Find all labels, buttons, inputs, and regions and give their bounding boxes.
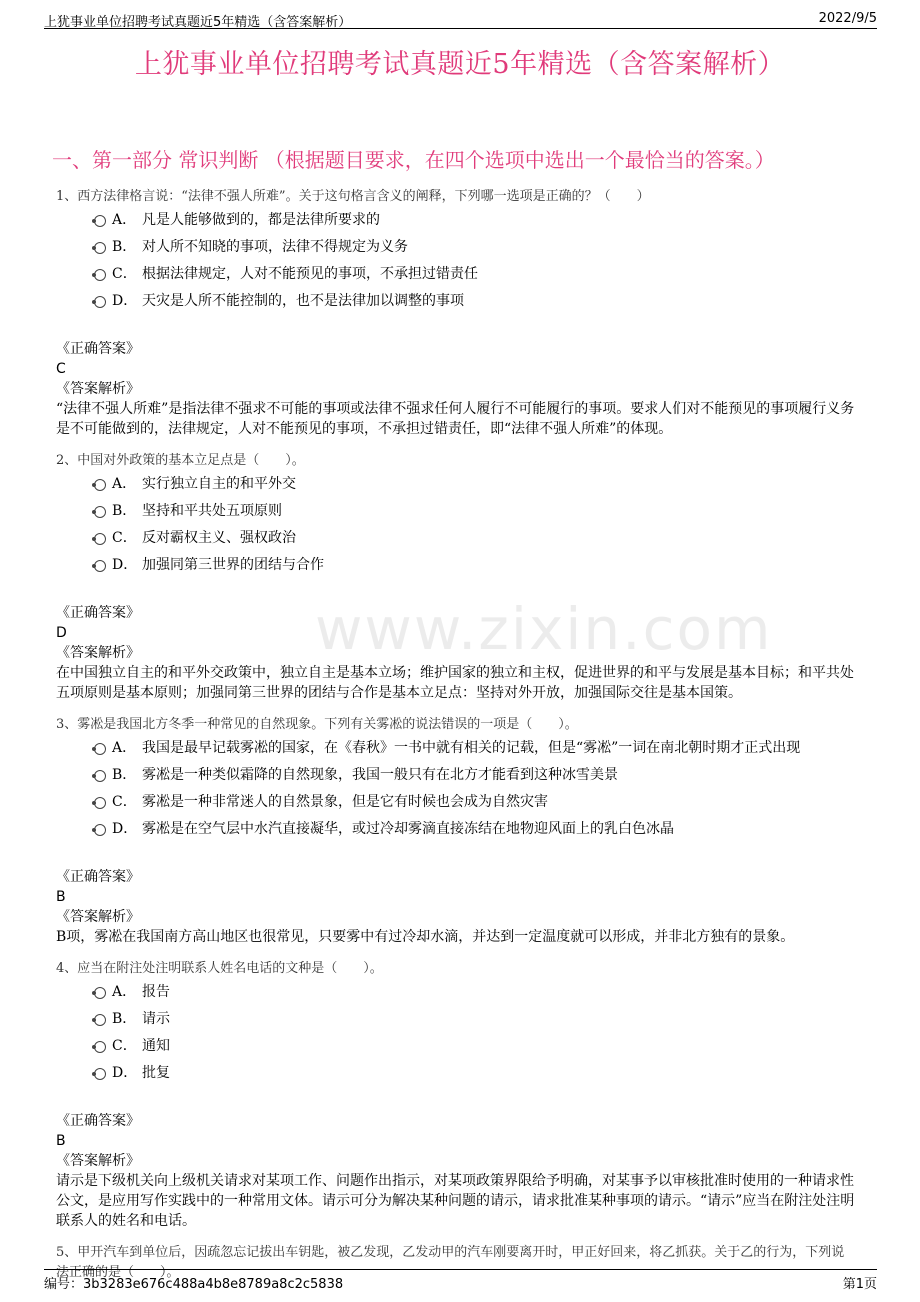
option-letter: D．	[112, 1065, 138, 1081]
radio-icon[interactable]	[94, 560, 106, 572]
answer-block	[56, 603, 856, 703]
option-text: 加强同第三世界的团结与合作	[142, 557, 324, 573]
answer-option[interactable]	[56, 207, 856, 234]
header-date: 2022/9/5	[818, 11, 877, 26]
option-letter: C．	[112, 1038, 137, 1054]
radio-icon[interactable]	[94, 824, 106, 836]
answer-option[interactable]	[56, 1006, 856, 1033]
radio-icon[interactable]	[94, 269, 106, 281]
question-item	[56, 451, 856, 703]
explanation-text: 请示是下级机关向上级机关请求对某项工作、问题作出指示，对某项政策界限给予明确，对某事予以审核批准时使用的一种请求性公文，是应用写作实践中的一种常用文体。请示可分为解决某种问题的请示，请求批准某种事项的请示。“请示”应当在附注处注明联系人的姓名和电话。	[56, 1173, 855, 1229]
answer-option[interactable]	[56, 735, 856, 762]
option-text: 雾凇是在空气层中水汽直接凝华，或过冷却雾滴直接冻结在地物迎风面上的乳白色冰晶	[142, 821, 674, 837]
answer-value: B	[56, 1133, 66, 1149]
question-text: 3、雾凇是我国北方冬季一种常见的自然现象。下列有关雾凇的说法错误的一项是（ ）。	[56, 717, 578, 732]
explanation-label: 《答案解析》	[56, 909, 140, 925]
answer-label: 《正确答案》	[56, 1113, 140, 1129]
option-text: 批复	[142, 1065, 170, 1081]
explanation-text: B项，雾凇在我国南方高山地区也很常见，只要雾中有过冷却水滴，并达到一定温度就可以形成，并非北方独有的景象。	[56, 929, 795, 945]
option-text: 凡是人能够做到的，都是法律所要求的	[142, 212, 380, 228]
radio-icon[interactable]	[94, 215, 106, 227]
question-text: 1、西方法律格言说：“法律不强人所难”。关于这句格言含义的阐释，下列哪一选项是正确的？（ ）	[56, 189, 650, 204]
option-text: 通知	[142, 1038, 170, 1054]
answer-label: 《正确答案》	[56, 341, 140, 357]
answer-option[interactable]	[56, 789, 856, 816]
answer-label: 《正确答案》	[56, 605, 140, 621]
option-letter: B．	[112, 503, 137, 519]
radio-icon[interactable]	[94, 797, 106, 809]
option-text: 实行独立自主的和平外交	[142, 476, 296, 492]
answer-value: B	[56, 889, 66, 905]
answer-value: D	[56, 625, 67, 641]
option-letter: D．	[112, 293, 138, 309]
radio-icon[interactable]	[94, 479, 106, 491]
question-item	[56, 715, 856, 947]
option-text: 我国是最早记载雾凇的国家，在《春秋》一书中就有相关的记载，但是“雾凇”一词在南北朝时期才正式出现	[142, 740, 801, 756]
radio-icon[interactable]	[94, 1068, 106, 1080]
option-letter: D．	[112, 821, 138, 837]
answer-option[interactable]	[56, 1060, 856, 1087]
answer-option[interactable]	[56, 234, 856, 261]
explanation-text: 在中国独立自主的和平外交政策中，独立自主是基本立场；维护国家的独立和主权，促进世界的和平与发展是基本目标；和平共处五项原则是基本原则；加强同第三世界的团结与合作是基本立足点：坚持对外开放，加强国际交往是基本国策。	[56, 665, 854, 701]
question-list	[56, 187, 856, 1283]
radio-icon[interactable]	[94, 242, 106, 254]
answer-option[interactable]	[56, 552, 856, 579]
document-id: 编号：3b3283e676c488a4b8e8789a8c2c5838	[44, 1277, 344, 1292]
explanation-label: 《答案解析》	[56, 645, 140, 661]
document-title: 上犹事业单位招聘考试真题近5年精选（含答案解析）	[134, 49, 786, 80]
radio-icon[interactable]	[94, 1014, 106, 1026]
option-letter: A．	[112, 984, 137, 1000]
question-item	[56, 959, 856, 1231]
answer-label: 《正确答案》	[56, 869, 140, 885]
explanation-label: 《答案解析》	[56, 381, 140, 397]
option-text: 报告	[142, 984, 170, 1000]
question-text: 5、甲开汽车到单位后，因疏忽忘记拔出车钥匙，被乙发现，乙发动甲的汽车刚要离开时，甲正好回来，将乙抓获。关于乙的行为，下列说法正确的是（ ）。	[56, 1245, 845, 1280]
radio-icon[interactable]	[94, 743, 106, 755]
option-letter: C．	[112, 530, 137, 546]
option-text: 雾凇是一种非常迷人的自然景象，但是它有时候也会成为自然灾害	[142, 794, 548, 810]
option-text: 对人所不知晓的事项，法律不得规定为义务	[142, 239, 408, 255]
answer-option[interactable]	[56, 1033, 856, 1060]
option-letter: C．	[112, 794, 137, 810]
radio-icon[interactable]	[94, 533, 106, 545]
explanation-text: “法律不强人所难”是指法律不强求不可能的事项或法律不强求任何人履行不可能履行的事项。要求人们对不能预见的事项履行义务是不可能做到的，法律规定，人对不能预见的事项，不承担过错责任，即“法律不强人所难”的体现。	[56, 401, 855, 437]
question-item	[56, 187, 856, 439]
watermark: www.zixin.com	[315, 595, 773, 663]
option-text: 雾凇是一种类似霜降的自然现象，我国一般只有在北方才能看到这种冰雪美景	[142, 767, 618, 783]
question-text: 4、应当在附注处注明联系人姓名电话的文种是（ ）。	[56, 961, 383, 976]
option-letter: B．	[112, 767, 137, 783]
radio-icon[interactable]	[94, 770, 106, 782]
answer-option[interactable]	[56, 498, 856, 525]
header-doc-title: 上犹事业单位招聘考试真题近5年精选（含答案解析）	[44, 15, 352, 30]
answer-option[interactable]	[56, 762, 856, 789]
section-heading: 一、第一部分 常识判断 （根据题目要求，在四个选项中选出一个最恰当的答案。）	[52, 148, 775, 172]
option-text: 请示	[142, 1011, 170, 1027]
radio-icon[interactable]	[94, 296, 106, 308]
answer-option[interactable]	[56, 816, 856, 843]
answer-block	[56, 867, 856, 947]
question-text: 2、中国对外政策的基本立足点是（ ）。	[56, 453, 305, 468]
option-text: 反对霸权主义、强权政治	[142, 530, 296, 546]
answer-value: C	[56, 361, 66, 377]
page-header	[44, 8, 877, 29]
option-letter: A．	[112, 212, 137, 228]
answer-option[interactable]	[56, 288, 856, 315]
explanation-label: 《答案解析》	[56, 1153, 140, 1169]
page-number: 第1页	[842, 1277, 877, 1292]
answer-option[interactable]	[56, 261, 856, 288]
radio-icon[interactable]	[94, 1041, 106, 1053]
option-text: 坚持和平共处五项原则	[142, 503, 282, 519]
option-letter: A．	[112, 476, 137, 492]
option-text: 天灾是人所不能控制的，也不是法律加以调整的事项	[142, 293, 464, 309]
option-letter: C．	[112, 266, 137, 282]
answer-option[interactable]	[56, 471, 856, 498]
option-letter: D．	[112, 557, 138, 573]
option-text: 根据法律规定，人对不能预见的事项，不承担过错责任	[142, 266, 478, 282]
answer-block	[56, 339, 856, 439]
answer-option[interactable]	[56, 525, 856, 552]
radio-icon[interactable]	[94, 987, 106, 999]
radio-icon[interactable]	[94, 506, 106, 518]
option-letter: A．	[112, 740, 137, 756]
option-letter: B．	[112, 239, 137, 255]
option-letter: B．	[112, 1011, 137, 1027]
page-footer	[44, 1269, 877, 1292]
answer-block	[56, 1111, 856, 1231]
answer-option[interactable]	[56, 979, 856, 1006]
